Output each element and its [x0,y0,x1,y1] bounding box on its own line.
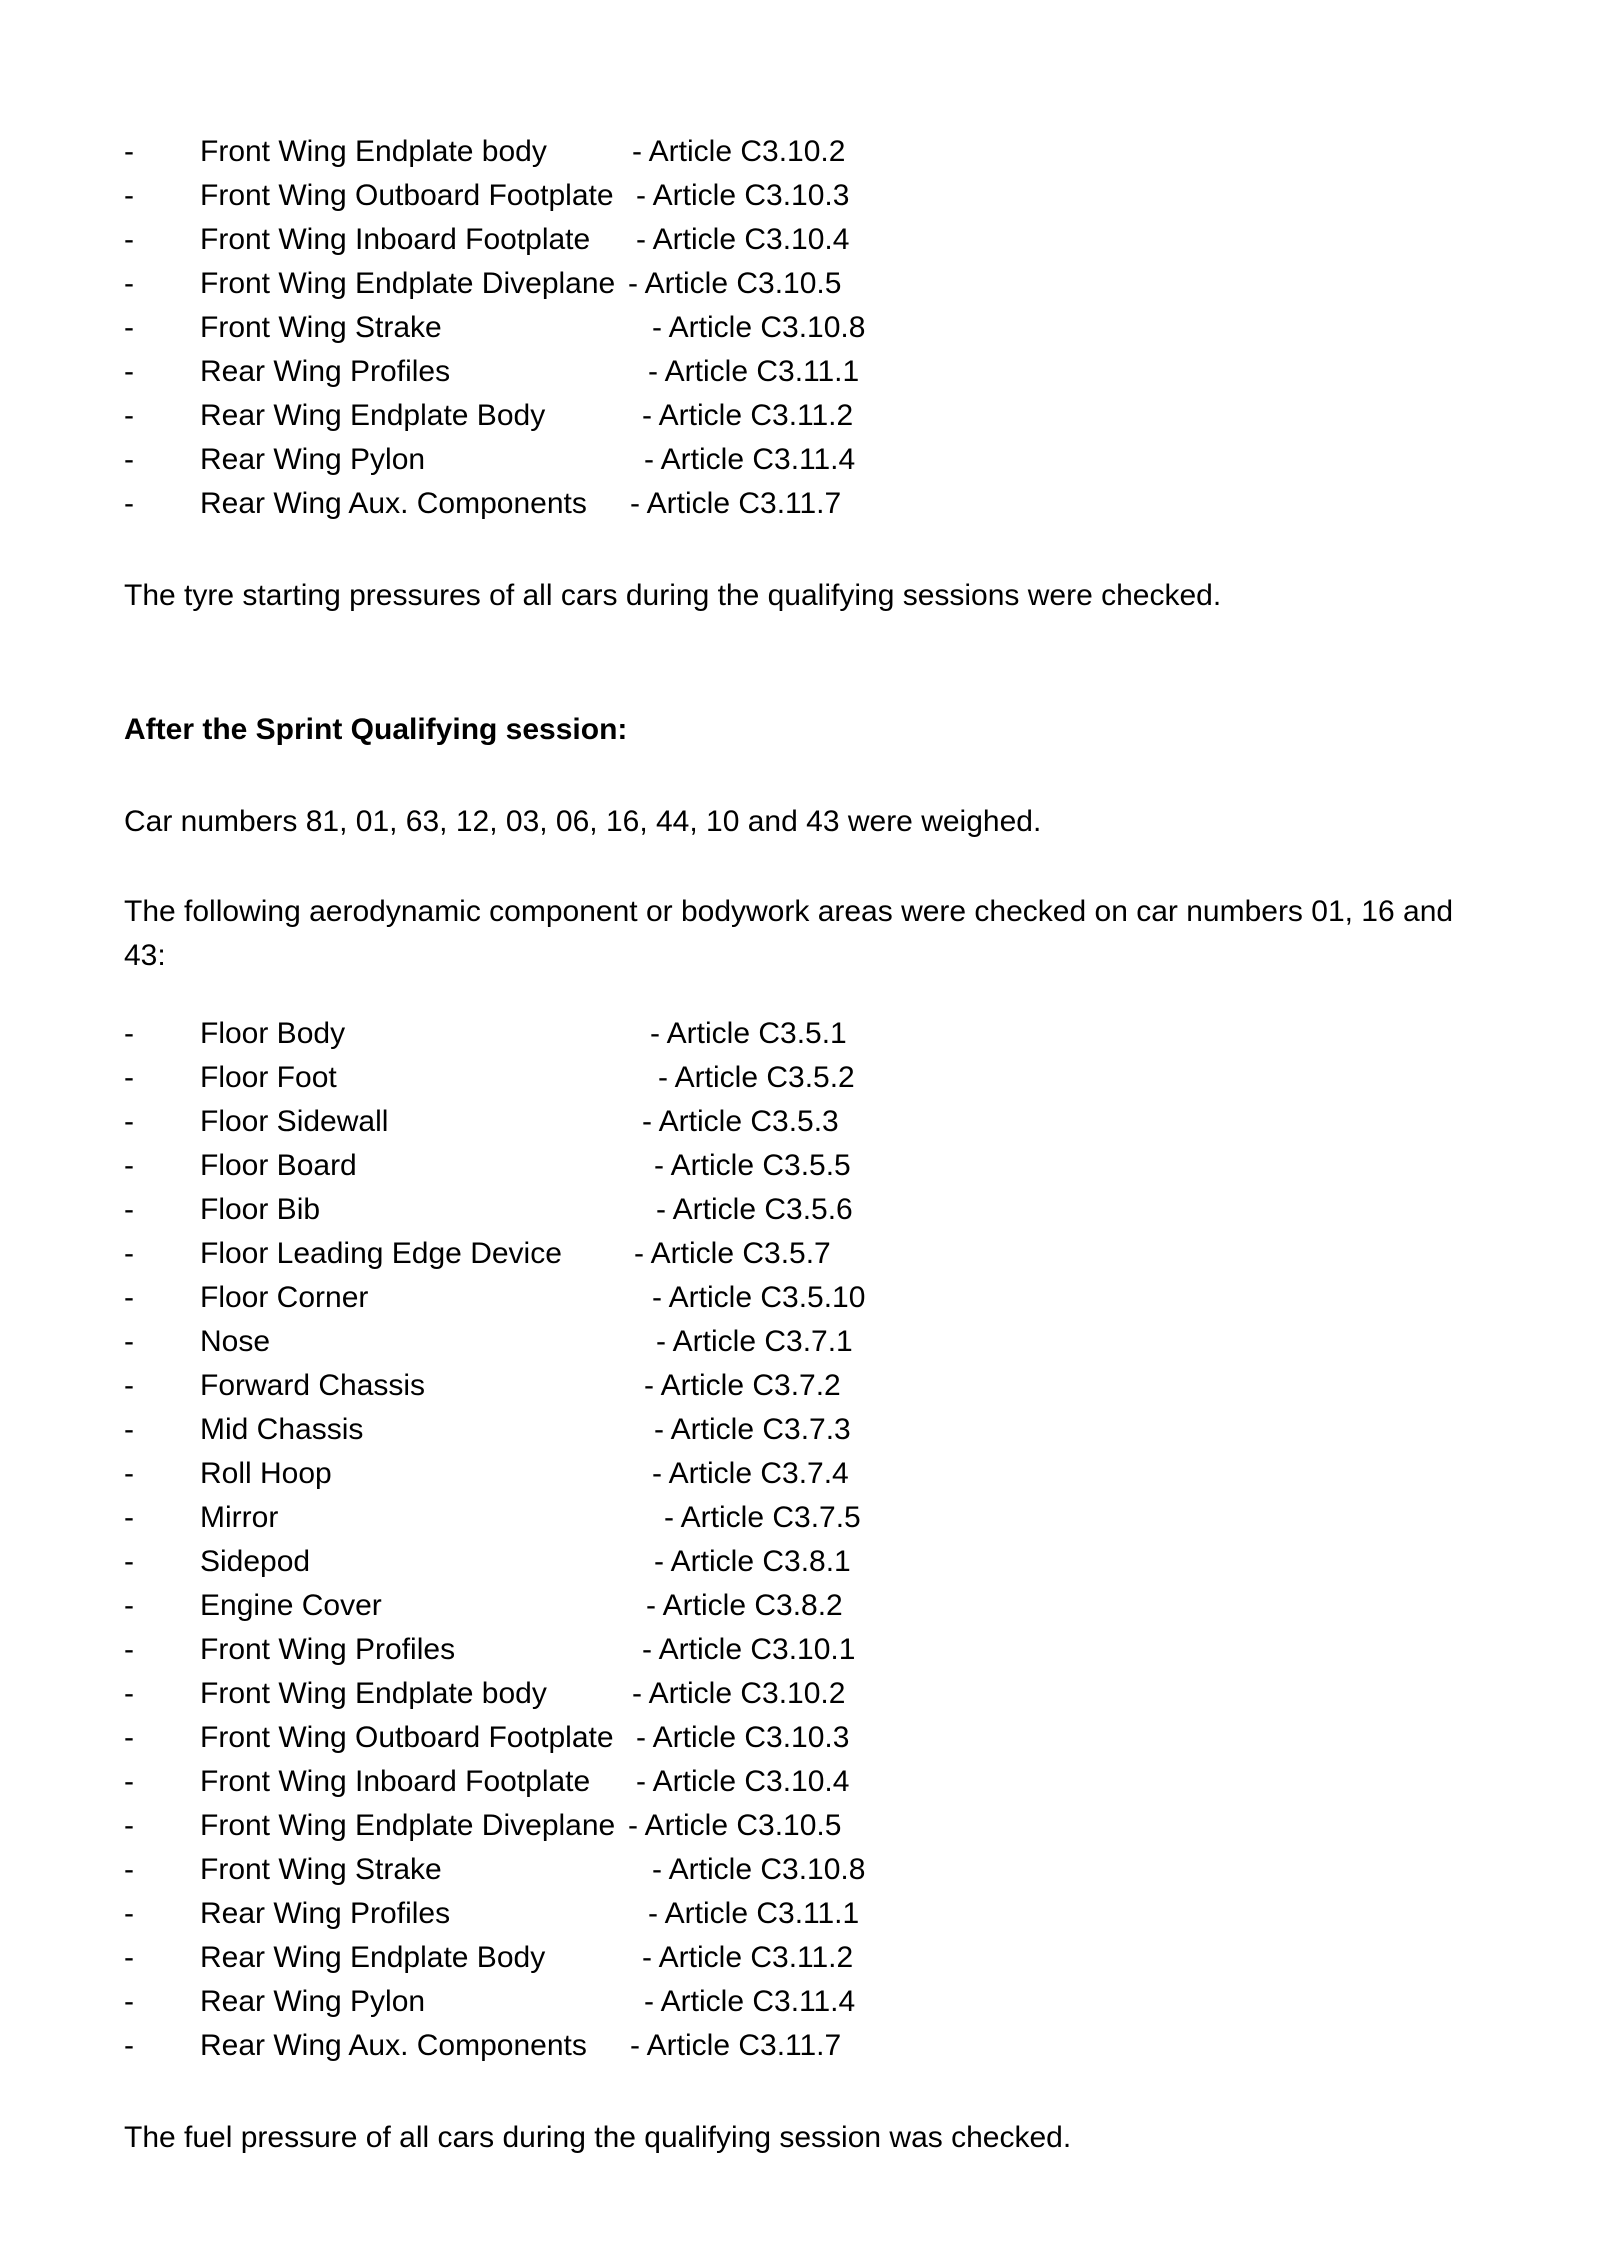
list-bullet: - [124,2029,134,2062]
list-item [0,1188,1600,1232]
article-ref: - Article C3.10.8 [652,311,866,344]
component-name: Front Wing Strake [200,311,442,344]
component-name: Front Wing Endplate body [200,135,547,168]
article-ref: - Article C3.11.7 [630,2029,842,2062]
list-item [0,482,1600,526]
article-ref: - Article C3.10.1 [642,1633,856,1666]
component-name: Floor Leading Edge Device [200,1237,562,1270]
article-ref: - Article C3.5.1 [650,1017,847,1050]
component-name: Rear Wing Aux. Components [200,487,587,520]
article-ref: - Article C3.5.3 [642,1105,839,1138]
list-item [0,1232,1600,1276]
list-bullet: - [124,1325,134,1358]
list-bullet: - [124,1721,134,1754]
list-bullet: - [124,1985,134,2018]
component-name: Floor Bib [200,1193,321,1226]
list-item [0,1496,1600,1540]
article-ref: - Article C3.5.10 [652,1281,866,1314]
component-name: Rear Wing Profiles [200,1897,451,1930]
list-bullet: - [124,1149,134,1182]
list-item [0,1628,1600,1672]
component-name: Rear Wing Endplate Body [200,399,546,432]
list-item [0,1364,1600,1408]
article-ref: - Article C3.11.4 [644,443,856,476]
component-name: Rear Wing Pylon [200,443,426,476]
article-ref: - Article C3.10.3 [636,1721,850,1754]
component-name: Rear Wing Pylon [200,1985,426,2018]
list-bullet: - [124,1809,134,1842]
component-name: Nose [200,1325,271,1358]
component-name: Mid Chassis [200,1413,364,1446]
list-bullet: - [124,1897,134,1930]
list-item [0,1980,1600,2024]
list-item [0,1804,1600,1848]
tyre-pressure-paragraph: The tyre starting pressures of all cars during the qualifying sessions were checked. [124,579,1222,612]
component-name: Sidepod [200,1545,311,1578]
component-name: Floor Sidewall [200,1105,389,1138]
component-name: Front Wing Outboard Footplate [200,1721,614,1754]
list-bullet: - [124,1545,134,1578]
article-ref: - Article C3.11.7 [630,487,842,520]
list-item [0,262,1600,306]
article-ref: - Article C3.7.2 [644,1369,841,1402]
article-ref: - Article C3.10.8 [652,1853,866,1886]
article-ref: - Article C3.10.5 [628,267,842,300]
list-bullet: - [124,1501,134,1534]
list-bullet: - [124,179,134,212]
article-ref: - Article C3.7.3 [654,1413,851,1446]
list-item [0,1848,1600,1892]
list-bullet: - [124,355,134,388]
list-item [0,1012,1600,1056]
list-item [0,130,1600,174]
article-ref: - Article C3.10.2 [632,135,846,168]
component-name: Front Wing Inboard Footplate [200,223,591,256]
component-name: Rear Wing Profiles [200,355,451,388]
list-item [0,1892,1600,1936]
component-name: Rear Wing Aux. Components [200,2029,587,2062]
list-bullet: - [124,1765,134,1798]
aero-check-paragraph: The following aerodynamic component or bodywork areas were checked on car numbers 01, 16 and 43: [124,895,1454,972]
list-item [0,438,1600,482]
list-bullet: - [124,1677,134,1710]
list-item [0,1760,1600,1804]
article-ref: - Article C3.11.4 [644,1985,856,2018]
list-item [0,1276,1600,1320]
list-item [0,1056,1600,1100]
component-name: Floor Foot [200,1061,337,1094]
weighed-paragraph: Car numbers 81, 01, 63, 12, 03, 06, 16, 44, 10 and 43 were weighed. [124,805,1042,838]
list-bullet: - [124,311,134,344]
list-bullet: - [124,1017,134,1050]
article-ref: - Article C3.5.5 [654,1149,851,1182]
list-bullet: - [124,1941,134,1974]
article-ref: - Article C3.10.4 [636,223,850,256]
component-name: Mirror [200,1501,279,1534]
component-name: Forward Chassis [200,1369,426,1402]
section-heading: After the Sprint Qualifying session: [124,713,628,746]
list-bullet: - [124,1853,134,1886]
list-item [0,1452,1600,1496]
component-name: Front Wing Inboard Footplate [200,1765,591,1798]
list-item [0,1540,1600,1584]
list-bullet: - [124,443,134,476]
list-bullet: - [124,1369,134,1402]
list-bullet: - [124,135,134,168]
list-item [0,394,1600,438]
article-ref: - Article C3.8.1 [654,1545,851,1578]
article-ref: - Article C3.5.2 [658,1061,855,1094]
list-item [0,1320,1600,1364]
list-bullet: - [124,1633,134,1666]
list-item [0,218,1600,262]
article-ref: - Article C3.10.4 [636,1765,850,1798]
component-name: Front Wing Outboard Footplate [200,179,614,212]
list-item [0,1100,1600,1144]
list-item [0,1144,1600,1188]
fuel-pressure-paragraph: The fuel pressure of all cars during the qualifying session was checked. [124,2121,1072,2154]
article-ref: - Article C3.11.2 [642,399,854,432]
article-ref: - Article C3.10.5 [628,1809,842,1842]
list-item [0,1716,1600,1760]
article-ref: - Article C3.11.1 [648,355,860,388]
component-name: Front Wing Profiles [200,1633,456,1666]
article-ref: - Article C3.7.4 [652,1457,849,1490]
article-ref: - Article C3.7.1 [656,1325,853,1358]
component-name: Rear Wing Endplate Body [200,1941,546,1974]
list-item [0,1936,1600,1980]
component-name: Front Wing Strake [200,1853,442,1886]
list-bullet: - [124,1193,134,1226]
list-bullet: - [124,1105,134,1138]
component-name: Floor Corner [200,1281,369,1314]
component-name: Engine Cover [200,1589,382,1622]
article-ref: - Article C3.5.6 [656,1193,853,1226]
list-bullet: - [124,1457,134,1490]
list-item [0,306,1600,350]
article-ref: - Article C3.8.2 [646,1589,843,1622]
article-ref: - Article C3.11.1 [648,1897,860,1930]
list-bullet: - [124,267,134,300]
list-item [0,350,1600,394]
list-bullet: - [124,1061,134,1094]
list-bullet: - [124,223,134,256]
article-ref: - Article C3.5.7 [634,1237,831,1270]
component-name: Front Wing Endplate body [200,1677,547,1710]
article-ref: - Article C3.7.5 [664,1501,861,1534]
list-item [0,1408,1600,1452]
list-bullet: - [124,1237,134,1270]
list-bullet: - [124,1413,134,1446]
article-ref: - Article C3.10.2 [632,1677,846,1710]
article-ref: - Article C3.11.2 [642,1941,854,1974]
list-item [0,174,1600,218]
list-bullet: - [124,1589,134,1622]
component-name: Floor Board [200,1149,357,1182]
list-bullet: - [124,487,134,520]
component-name: Roll Hoop [200,1457,332,1490]
list-bullet: - [124,1281,134,1314]
component-name: Front Wing Endplate Diveplane [200,267,616,300]
component-name: Front Wing Endplate Diveplane [200,1809,616,1842]
article-ref: - Article C3.10.3 [636,179,850,212]
component-name: Floor Body [200,1017,346,1050]
list-item [0,1672,1600,1716]
list-item [0,1584,1600,1628]
list-item [0,2024,1600,2068]
list-bullet: - [124,399,134,432]
